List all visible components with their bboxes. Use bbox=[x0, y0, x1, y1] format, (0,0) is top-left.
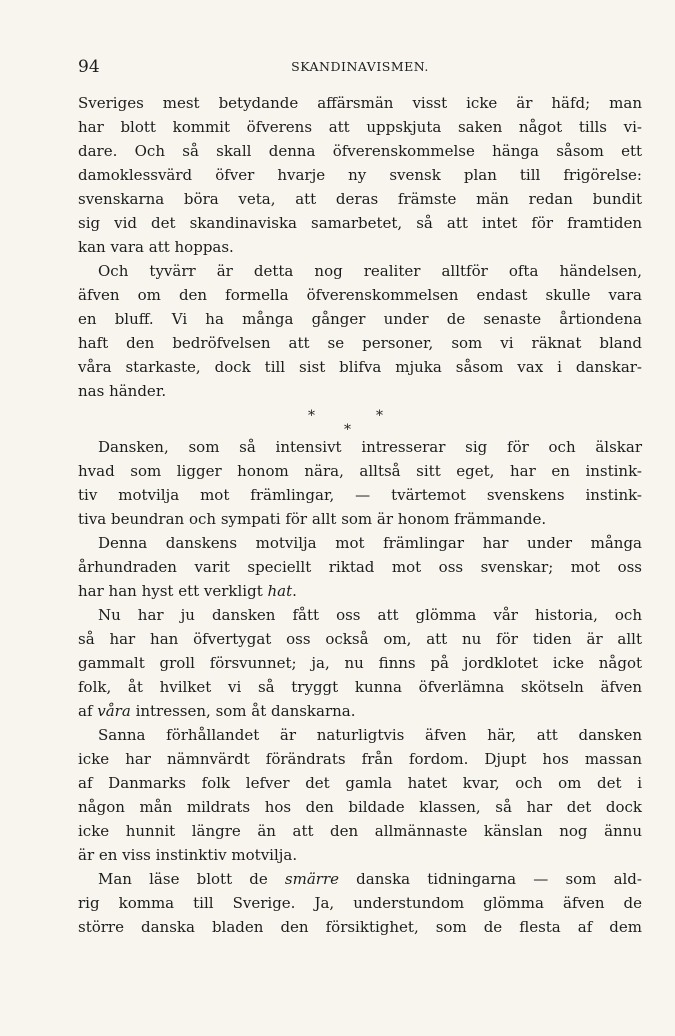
asterisk: * bbox=[376, 408, 383, 424]
section-break-asterism bbox=[78, 403, 642, 438]
text-line: tiv motvilja mot främlingar, — tvärtemot svenskens instink- bbox=[78, 486, 642, 504]
text-span: har han hyst ett verkligt bbox=[78, 582, 268, 600]
text-span: . bbox=[292, 582, 297, 600]
text-line: nas händer. bbox=[78, 382, 167, 400]
text-line: är en viss instinktiv motvilja. bbox=[78, 846, 298, 864]
text-line: sig vid det skandinaviska samarbetet, så att intet för framtiden bbox=[78, 214, 642, 232]
text-line: dare. Och så skall denna öfverenskommelse hänga såsom ett bbox=[78, 142, 642, 160]
text-line: större danska bladen den försiktighet, som de flesta af dem bbox=[78, 918, 642, 936]
text-line: hvad som ligger honom nära, alltså sitt eget, har en instink- bbox=[78, 462, 642, 480]
text-line: Nu har ju dansken fått oss att glömma vår historia, och bbox=[98, 606, 642, 624]
text-line: Och tyvärr är detta nog realiter alltför ofta händelsen, bbox=[98, 262, 642, 280]
emphasis-text: smärre bbox=[284, 870, 339, 888]
text-line: har blott kommit öfverens att uppskjuta saken något tills vi- bbox=[78, 118, 642, 136]
page-header bbox=[78, 57, 642, 81]
asterisk: * bbox=[308, 408, 315, 424]
text-line: icke hunnit längre än att den allmännaste känslan nog ännu bbox=[78, 822, 642, 840]
text-line: Sanna förhållandet är naturligtvis äfven här, att dansken bbox=[98, 726, 642, 744]
running-head: SKANDINAVISMEN. bbox=[291, 59, 429, 74]
text-line: våra starkaste, dock till sist blifva mjuka såsom vax i danskar- bbox=[78, 358, 642, 376]
text-line: haft den bedröfvelsen att se personer, som vi räknat bland bbox=[78, 334, 642, 352]
page-number: 94 bbox=[78, 57, 100, 77]
paragraph-2 bbox=[78, 259, 642, 403]
text-line: århundraden varit speciellt riktad mot oss svenskar; mot oss bbox=[78, 558, 642, 576]
text-line bbox=[78, 579, 642, 603]
body-text bbox=[78, 91, 642, 939]
text-line: så har han öfvertygat oss också om, att nu för tiden är allt bbox=[78, 630, 642, 648]
emphasis-text: våra bbox=[97, 702, 131, 720]
text-line: gammalt groll försvunnet; ja, nu finns på jordklotet icke något bbox=[78, 654, 642, 672]
text-line bbox=[78, 699, 642, 723]
text-line: en bluff. Vi ha många gånger under de senaste årtiondena bbox=[78, 310, 642, 328]
paragraph-6 bbox=[78, 723, 642, 867]
text-line: damoklessvärd öfver hvarje ny svensk plan till frigörelse: bbox=[78, 166, 642, 184]
text-line: äfven om den formella öfverenskommelsen endast skulle vara bbox=[78, 286, 642, 304]
text-line: af Danmarks folk lefver det gamla hatet kvar, och om det i bbox=[78, 774, 642, 792]
text-line: Denna danskens motvilja mot främlingar har under många bbox=[98, 534, 642, 552]
text-span: danska tidningarna — som ald- bbox=[339, 870, 642, 888]
text-line: svenskarna böra veta, att deras främste män redan bundit bbox=[78, 190, 642, 208]
paragraph-1 bbox=[78, 91, 642, 259]
paragraph-5 bbox=[78, 603, 642, 723]
asterisk: * bbox=[344, 422, 351, 438]
text-line: Dansken, som så intensivt intresserar sig för och älskar bbox=[98, 438, 642, 456]
text-line bbox=[78, 867, 642, 891]
text-line: folk, åt hvilket vi så tryggt kunna öfverlämna skötseln äfven bbox=[78, 678, 642, 696]
text-line: kan vara att hoppas. bbox=[78, 238, 234, 256]
text-line: någon mån mildrats hos den bildade klassen, så har det dock bbox=[78, 798, 642, 816]
text-line: icke har nämnvärdt förändrats från fordom. Djupt hos massan bbox=[78, 750, 642, 768]
emphasis-text: hat bbox=[267, 582, 293, 600]
text-line: tiva beundran och sympati för allt som är honom främmande. bbox=[78, 510, 547, 528]
text-line: Sveriges mest betydande affärsmän visst icke är häfd; man bbox=[78, 94, 642, 112]
paragraph-7 bbox=[78, 867, 642, 939]
text-span: Man läse blott de bbox=[98, 870, 285, 888]
paragraph-4 bbox=[78, 531, 642, 603]
text-span: af bbox=[78, 702, 98, 720]
paragraph-3 bbox=[78, 435, 642, 531]
text-span: intressen, som åt danskarna. bbox=[130, 702, 356, 720]
text-line: rig komma till Sverige. Ja, understundom glömma äfven de bbox=[78, 894, 642, 912]
